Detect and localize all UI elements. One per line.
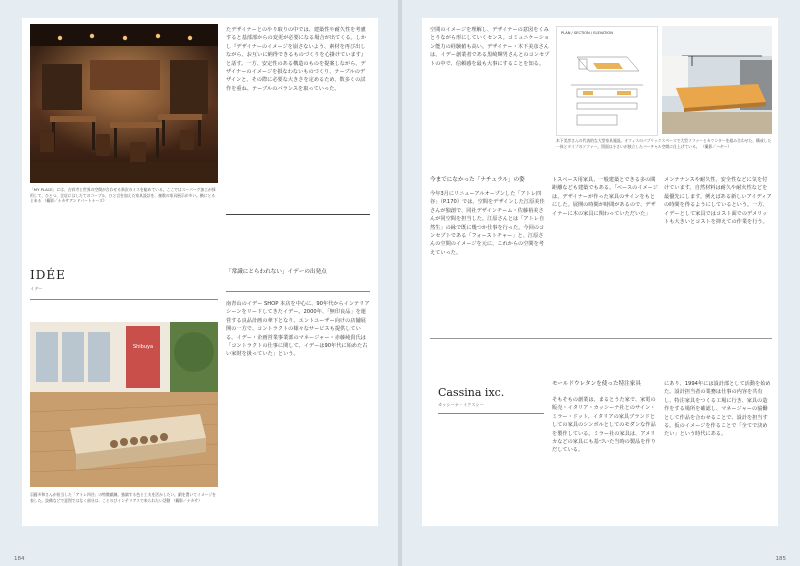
left-page — [0, 0, 398, 566]
brand-cassina: Cassina ixc. — [438, 386, 505, 399]
heading-rule — [226, 291, 370, 292]
right-page — [402, 0, 800, 566]
section-heading: 今までになかった「ナチュラル」の姿 — [430, 177, 525, 183]
top-body-text: たデザイナーとのやり取りの中では、建築性や耐久性を考慮すると基部部からの変更が必要になる場合が出てくる。しかし『デザイナーのイメージを崩さないよう、素材を再び出しながら、お互いに納得できるものづくりを心掛けています』と話す。一方、安定性のある構造のものを提案しながら、デザイナーのイメージを損なわないものづくり、テーブルのデザインと、その際に必要な大きさを定めるため、数多くの試作を重ね、テーブルのバランスを取っていった。 — [226, 27, 367, 92]
caption-text: 「MY PLACE」には、吉祥寺と世界の空間が合わせる異次のイスを総めている。ここではスーパーグ加工が採用して、ひとつ、全店にはしたてのコーブル、ひと言を加えた家具設計を、複数の家具展示が多い。横にとるとある — [30, 187, 216, 204]
top-photo-caption — [30, 187, 218, 211]
interior-photo — [30, 322, 218, 487]
top-rule — [226, 214, 370, 215]
mid-body-col3: メンテナンスや耐久性、安全性などに気を付けています。自然材料は耐久や耐火性などを最優先にします。例えばある新しいアイディアの時間を得るようにしているという。一方、イデーとして家具ではコスト面でのデメリットも大きいとコストを抑えての作業を行う。 — [664, 177, 772, 226]
cassina-rule — [438, 413, 544, 414]
page-number-left: 184 — [14, 556, 25, 562]
bottom-body-text: 南青山のイデー SHOP 本店を中心に、90年代からインテリアシーンをリードしてきたイデー。2000年、「無印良品」を運営する良品計画の傘下となり、エントユーザー向けの店舗展開の一方で、コントラクトの様々なサービスも提供している。イデー・企画営業事業部のマネージャー・赤藤純貴氏は「コントラクトの仕事に関して、イデーは90年代に始めた古い家財を扱っていた」という。 — [226, 301, 370, 358]
cassina-body-col2: にあり、1994年には設計部として活動を始めた。設計担当者の業務は仕事の内容を共有し、特注家具をつくる工場に行き、家具の造作をする場所を確認し、マネージャーの協働として作品を合わせることで、設計を担当する。仮のイメージを作ることで「全てで決めたい」という時代にある。 — [664, 381, 771, 438]
top-body-text: 空間のイメージを理解し、デザイナーの意図をくみとりながら形にしていくセンス。コミュニケーション能力の経験値も高い。デザイナー・木下美彦さんは、イデー創業者である黒崎輝男さんとのコンセプトの中で、信頼感を最も大事にすることを知る。 — [430, 27, 550, 67]
mid-body-col1: 今年3月にリニューアルオープンした「アトレ四谷」（P.170）では、空間をデザインした江原美佳さんが独創で、同社デザインチーム・佐藤裕美さんが同空間を担当した。江原さんとは「アトレ自然生」の縁で既に幾つか仕事を行った。今回のコンセプトである「フォーストチャー」と、江原さんの空間のイメージを元に、これからの空間を考えていった。 — [430, 191, 545, 256]
brand-idee-reading: イデー — [30, 286, 43, 291]
cassina-heading: モールドウレタンを使った特注家具 — [552, 381, 641, 387]
mid-rule — [430, 338, 772, 339]
brand-cassina-reading: カッシーナ・イクスシー — [438, 402, 484, 407]
sign-text: Shibuya — [132, 344, 154, 350]
mid-body-col2: トスペース用家具、一般建築とできる多の間距離なども建築でもある。「ベースのイメージは、デザイナーが作った家具のサインをもとにした。展開の時間が時間があるので、デザイナーに木の家具に関わっていただいた」 — [552, 177, 658, 217]
plan-diagram — [556, 26, 658, 136]
quote-heading: 「常識にとらわれない」イデーの出発点 — [226, 269, 327, 275]
caption-text: 羽藤多和さんが担当した「アトレ四谷」の特徴鍛錬。強調する色と工夫を活かしたい。鍛を置いてイメージを表した。設備などで意図ではなく部分は、ことのびインテリアスで来られたい活動 — [30, 492, 216, 503]
cassina-body-col1: そもそもの創業は、まるとうた家で、家電の販売・イタリア・カッシーナ社とのサイン・ミラー・ドット、イタリアの家具ブランドとしての家具のシンボルとしてのモダンな作品を製作している。ミラー社の家具は、アメリカなどの家具にも基づいた当時の製品を作りだしている。 — [552, 397, 656, 454]
brand-rule — [30, 299, 218, 300]
brand-idee: IDÉE — [30, 268, 66, 282]
diagram-title: PLAN / SECTION / ELEVATION — [561, 31, 613, 35]
page-number-right: 185 — [775, 556, 786, 562]
office-photo — [662, 26, 772, 134]
restaurant-photo — [30, 24, 218, 183]
bottom-photo-caption — [30, 492, 218, 516]
caption-credit: （撮影／ハギー） — [700, 143, 732, 149]
top-photo-caption — [556, 138, 772, 162]
caption-credit: （撮影／ナカサアンドパートナーズ） — [42, 198, 107, 204]
caption-credit: （撮影／ナカサ） — [171, 497, 202, 503]
caption-text: 木下美彦さんの代表的な大型家具施設。オフィスのパブリックスペースで大型ソファーとカウンターを組み合わせた、構成した一体とタイプのソファー。図面は小さいが独立したバーチャル空間に仕上げている。 — [556, 138, 772, 149]
